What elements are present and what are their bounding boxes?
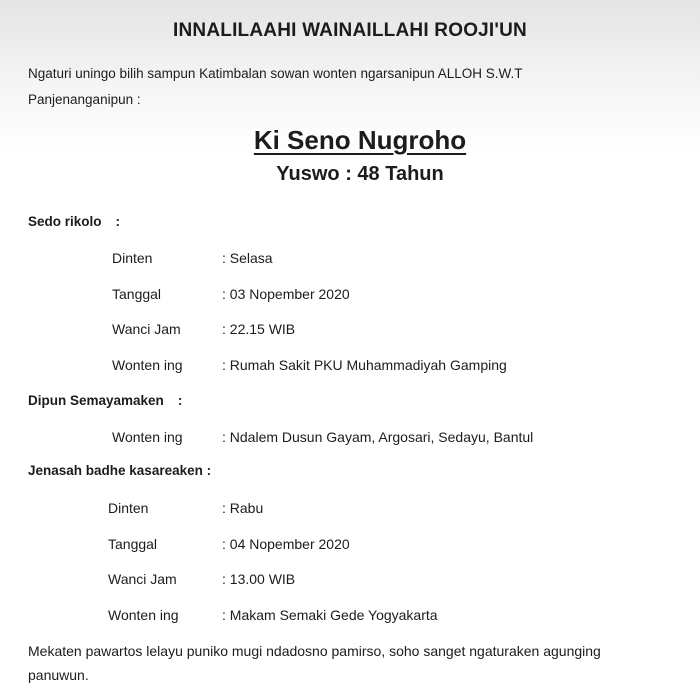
row-value: : Rabu	[222, 500, 264, 516]
row-label: Wanci Jam	[112, 321, 181, 337]
row-label: Wonten ing	[108, 607, 179, 623]
deceased-name	[0, 125, 700, 156]
closing-line-1: Mekaten pawartos lelayu puniko mugi ndadosno pamirso, soho sanget ngaturaken agunging	[28, 643, 601, 659]
row-label: Wonten ing	[112, 357, 183, 373]
section-semayamaken	[28, 393, 182, 408]
closing-line-2: panuwun.	[28, 667, 89, 683]
section-title: Sedo rikolo	[28, 214, 102, 229]
section-kasareaken: Jenasah badhe kasareaken :	[28, 463, 212, 478]
row-label: Tanggal	[112, 286, 162, 302]
row-label: Tanggal	[108, 536, 158, 552]
row-value: : 13.00 WIB	[222, 571, 296, 587]
row-value: : Makam Semaki Gede Yogyakarta	[222, 607, 438, 623]
row-label: Wanci Jam	[108, 571, 177, 587]
row-value: : Selasa	[222, 250, 273, 266]
deceased-age: Yuswo : 48 Tahun	[276, 163, 444, 185]
section-sedo-rikolo	[28, 214, 120, 229]
row-value: : 03 Nopember 2020	[222, 286, 350, 302]
intro-line-1: Ngaturi uningo bilih sampun Katimbalan sowan wonten ngarsanipun ALLOH S.W.T	[28, 66, 523, 81]
section-separator: :	[177, 393, 183, 408]
row-value: : Ndalem Dusun Gayam, Argosari, Sedayu, Bantul	[222, 429, 534, 445]
section-title: Dipun Semayamaken	[28, 393, 164, 408]
row-value: : 22.15 WIB	[222, 321, 296, 337]
section-separator: :	[115, 214, 121, 229]
page-title: INNALILAAHI WAINAILLAHI ROOJI'UN	[173, 20, 527, 41]
intro-line-2: Panjenanganipun :	[28, 92, 141, 107]
row-value: : Rumah Sakit PKU Muhammadiyah Gamping	[222, 357, 507, 373]
row-label: Dinten	[112, 250, 153, 266]
row-label: Dinten	[108, 500, 149, 516]
row-label: Wonten ing	[112, 429, 183, 445]
row-value: : 04 Nopember 2020	[222, 536, 350, 552]
deceased-name-text: Ki Seno Nugroho	[253, 125, 467, 155]
